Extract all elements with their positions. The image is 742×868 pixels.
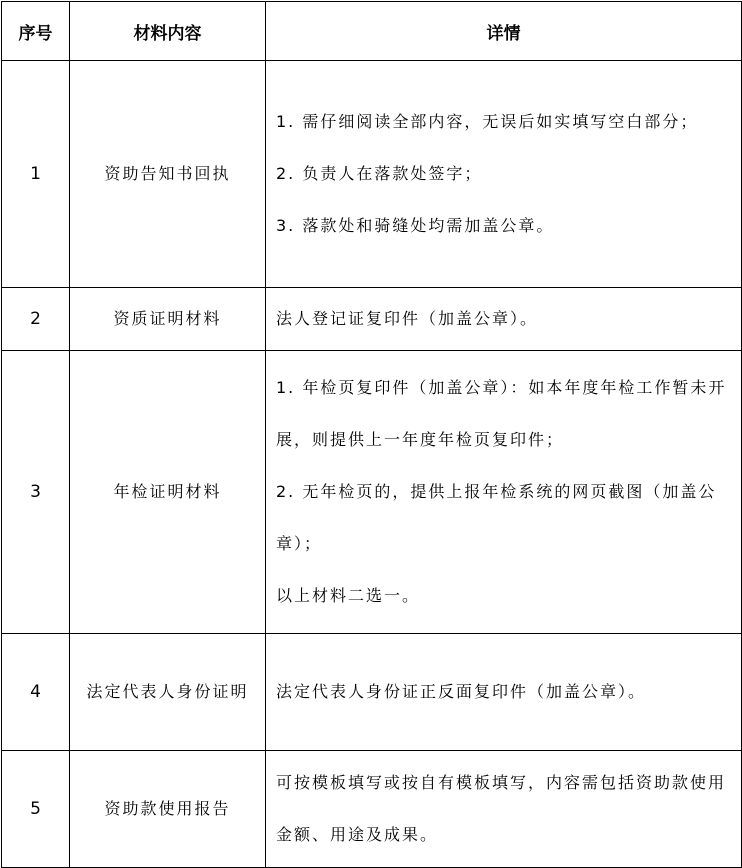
- row-number: 1: [2, 61, 70, 288]
- row-material-name: 资助告知书回执: [70, 61, 266, 288]
- detail-line: 法定代表人身份证正反面复印件（加盖公章）。: [276, 682, 647, 701]
- row-details: [266, 751, 742, 868]
- detail-line: 1. 年检页复印件（加盖公章）：如本年度年检工作暂未开展，则提供上一年度年检页复印件；: [276, 378, 727, 449]
- table-row: [2, 61, 742, 288]
- detail-line: 可按模板填写或按自有模板填写，内容需包括资助款使用金额、用途及成果。: [276, 773, 727, 844]
- row-material-name: 年检证明材料: [70, 351, 266, 634]
- header-serial-number: 序号: [2, 2, 70, 61]
- header-material-content: 材料内容: [70, 2, 266, 61]
- row-number: 3: [2, 351, 70, 634]
- row-number: 5: [2, 751, 70, 868]
- detail-line: 3. 落款处和骑缝处均需加盖公章。: [276, 216, 555, 235]
- row-details: [266, 61, 742, 288]
- row-details: [266, 351, 742, 634]
- materials-table: [1, 1, 742, 868]
- row-material-name: 资质证明材料: [70, 288, 266, 351]
- row-number: 2: [2, 288, 70, 351]
- table-row: [2, 288, 742, 351]
- detail-line: 法人登记证复印件（加盖公章）。: [276, 309, 539, 328]
- table-row: [2, 634, 742, 751]
- table-row: [2, 751, 742, 868]
- row-material-name: 资助款使用报告: [70, 751, 266, 868]
- detail-line: 以上材料二选一。: [276, 586, 421, 605]
- row-details: [266, 288, 742, 351]
- table-row: [2, 351, 742, 634]
- row-details: [266, 634, 742, 751]
- row-number: 4: [2, 634, 70, 751]
- detail-line: 2. 无年检页的，提供上报年检系统的网页截图（加盖公章）；: [276, 482, 717, 553]
- detail-line: 1. 需仔细阅读全部内容，无误后如实填写空白部分；: [276, 112, 699, 131]
- row-material-name: 法定代表人身份证明: [70, 634, 266, 751]
- header-details: 详情: [266, 2, 742, 61]
- detail-line: 2. 负责人在落款处签字；: [276, 164, 483, 183]
- table-header-row: [2, 2, 742, 61]
